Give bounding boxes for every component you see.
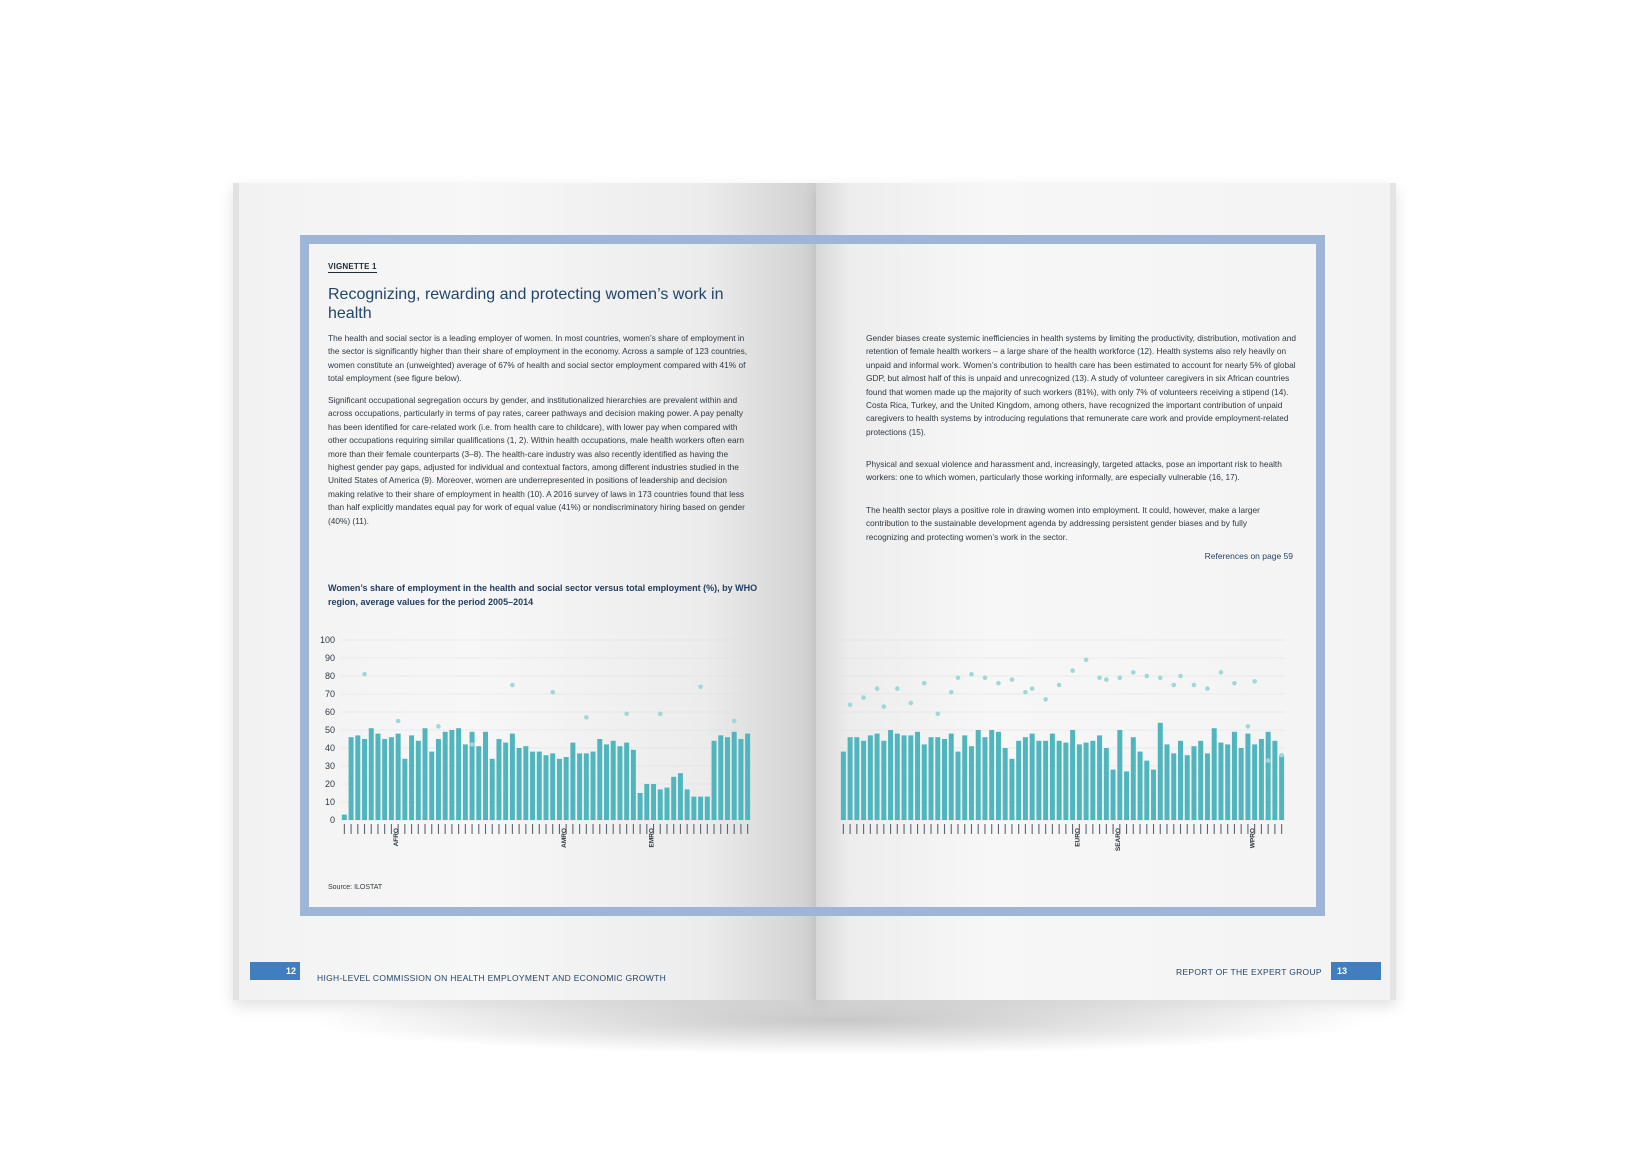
right-bar: [1043, 741, 1048, 820]
right-bar: [929, 737, 934, 820]
right-dot: [1158, 676, 1163, 681]
right-page-number: 13: [1331, 962, 1381, 980]
left-bar: [550, 753, 555, 820]
right-bar: [841, 752, 846, 820]
left-bar: [591, 752, 596, 820]
left-bar: [382, 739, 387, 820]
right-bar: [962, 735, 967, 820]
left-bar: [537, 752, 542, 820]
right-dot: [1219, 670, 1224, 675]
left-bar: [718, 735, 723, 820]
left-bar: [738, 739, 743, 820]
left-bar: [517, 748, 522, 820]
left-bar: [597, 739, 602, 820]
vignette-title: Recognizing, rewarding and protecting women’s work in health: [328, 286, 724, 322]
right-bar: [908, 735, 913, 820]
right-footer-title: REPORT OF THE EXPERT GROUP: [1176, 967, 1322, 977]
right-dot: [1144, 674, 1149, 679]
right-dot: [969, 672, 974, 677]
right-dot: [848, 703, 853, 708]
left-bar: [389, 737, 394, 820]
right-dot: [1104, 677, 1109, 682]
right-dot: [1252, 679, 1257, 684]
left-bar: [638, 793, 643, 820]
left-bar: [349, 737, 354, 820]
right-bar: [1084, 743, 1089, 820]
left-page-number: 12: [250, 962, 300, 980]
left-bar: [698, 797, 703, 820]
right-bar: [848, 737, 853, 820]
left-bar: [342, 815, 347, 820]
right-dot: [1097, 676, 1102, 681]
right-bar: [1239, 748, 1244, 820]
left-bar: [456, 728, 461, 820]
left-bar: [402, 759, 407, 820]
right-dot: [956, 676, 961, 681]
left-dot: [510, 683, 515, 688]
left-bar: [443, 732, 448, 820]
y-tick-label: 10: [324, 797, 335, 807]
left-dot: [624, 712, 629, 717]
left-dot: [732, 719, 737, 724]
right-bar: [1165, 744, 1170, 820]
left-bar: [691, 797, 696, 820]
right-dot: [908, 701, 913, 706]
right-bar: [1050, 734, 1055, 820]
right-bar: [1097, 735, 1102, 820]
left-bar: [423, 728, 428, 820]
left-bar: [476, 746, 481, 820]
left-bar: [678, 773, 683, 820]
right-bar: [888, 730, 893, 820]
left-bar: [658, 789, 663, 820]
right-bar: [1266, 732, 1271, 820]
right-bar: [861, 741, 866, 820]
references-note: References on page 59: [1204, 551, 1293, 561]
right-bar: [1178, 741, 1183, 820]
right-dot: [1171, 683, 1176, 688]
right-bar: [1036, 741, 1041, 820]
left-bar: [705, 797, 710, 820]
chart-right-panel: [838, 630, 1313, 870]
left-dot: [584, 715, 589, 720]
right-bar: [1212, 728, 1217, 820]
right-bar: [1245, 734, 1250, 820]
right-bar: [982, 737, 987, 820]
left-bar: [510, 734, 515, 820]
right-bar: [1023, 737, 1028, 820]
left-dot: [396, 719, 401, 724]
right-bar: [955, 752, 960, 820]
right-bar: [1151, 770, 1156, 820]
y-tick-label: 20: [324, 779, 335, 789]
y-tick-label: 40: [324, 743, 335, 753]
left-bar: [557, 759, 562, 820]
left-bar: [530, 752, 535, 820]
right-dot: [1010, 677, 1015, 682]
right-dot: [1232, 681, 1237, 686]
y-tick-label: 70: [324, 689, 335, 699]
right-bar: [1030, 734, 1035, 820]
region-label: EMRO: [648, 828, 656, 848]
right-bar: [1063, 743, 1068, 820]
right-dot: [1131, 670, 1136, 675]
figure-source: Source: ILOSTAT: [328, 884, 383, 891]
left-bar: [416, 741, 421, 820]
left-dot: [362, 672, 367, 677]
right-bar: [942, 739, 947, 820]
right-dot: [1070, 668, 1075, 673]
left-paragraph-2: Significant occupational segregation occurs by gender, and institutionalized hierarchies are prevalent within and across occupations, particularly in terms of pay rates, career pathways and decision making power. A pay penalty has been identified for care-related work (i.e. from health care to childcare), with lower pay when compared with other occupations requiring similar qualifications (1, 2). Within health occupations, male health workers often earn more than their female counterparts (3–8). The health-care industry was also recently identified as having the highest gender pay gaps, adjusted for individual and contextual factors, among different industries studied in the United States of America (9). Moreover, women are underrepresented in positions of leadership and decision making relative to their share of employment in health (10). A 2016 survey of laws in 173 countries found that less than half explicitly mandates equal pay for work of equal value (41%) or nondiscriminatory hiring based on gender (40%) (11).: [328, 395, 745, 526]
left-bar: [745, 734, 750, 820]
left-bar: [396, 734, 401, 820]
y-tick-label: 50: [324, 725, 335, 735]
right-bar: [1124, 771, 1129, 820]
left-bar: [644, 784, 649, 820]
left-dot: [436, 724, 441, 729]
right-bar: [1070, 730, 1075, 820]
left-dot: [698, 685, 703, 690]
right-bar: [1225, 744, 1230, 820]
right-bar: [1111, 770, 1116, 820]
left-bar: [544, 755, 549, 820]
region-label: AMRO: [561, 828, 569, 848]
right-bar: [1191, 746, 1196, 820]
left-paragraph-1: The health and social sector is a leading employer of women. In most countries, women’s share of employment in the sector is significantly higher than their share of employment in the economy. Across a sample of 123 countries, women constitute an (unweighted) average of 67% of health and social sector employment compared with 41% of total employment (see figure below).: [328, 333, 748, 384]
right-bar: [935, 737, 940, 820]
right-bar: [1218, 743, 1223, 820]
region-label: SEARO: [1114, 828, 1122, 852]
left-bar: [725, 737, 730, 820]
left-bar: [483, 732, 488, 820]
right-bar: [1272, 741, 1277, 820]
right-bar: [1198, 741, 1203, 820]
left-bar: [369, 728, 374, 820]
right-dot: [1205, 686, 1210, 691]
right-bar: [1144, 761, 1149, 820]
left-bar: [671, 777, 676, 820]
left-bar: [732, 732, 737, 820]
right-bar: [969, 746, 974, 820]
right-bar: [949, 734, 954, 820]
right-dot: [1279, 753, 1284, 758]
left-bar: [664, 788, 669, 820]
left-bar: [617, 746, 622, 820]
right-dot: [935, 712, 940, 717]
right-bar: [1259, 739, 1264, 820]
right-dot: [861, 695, 866, 700]
right-dot: [922, 681, 927, 686]
left-bar: [564, 757, 569, 820]
right-bar: [1185, 755, 1190, 820]
right-bar: [1003, 748, 1008, 820]
right-dot: [882, 704, 887, 709]
left-dot: [470, 742, 475, 747]
right-dot: [1057, 683, 1062, 688]
left-bar: [577, 753, 582, 820]
right-dot: [1084, 658, 1089, 663]
region-label: EURO: [1074, 828, 1082, 847]
right-bar: [1057, 741, 1062, 820]
right-dot: [983, 676, 988, 681]
right-bar: [875, 734, 880, 820]
right-bar: [1158, 723, 1163, 820]
right-bar: [895, 734, 900, 820]
left-bar: [449, 730, 454, 820]
right-bar: [1205, 753, 1210, 820]
right-bar: [1104, 748, 1109, 820]
y-tick-label: 90: [324, 653, 335, 663]
right-dot: [875, 686, 880, 691]
y-tick-label: 60: [324, 707, 335, 717]
right-bar: [1252, 744, 1257, 820]
left-bar: [490, 759, 495, 820]
left-bar: [436, 739, 441, 820]
region-label: AFRO: [393, 828, 401, 847]
left-bar: [624, 743, 629, 820]
left-bar: [362, 739, 367, 820]
right-bar: [854, 737, 859, 820]
right-dot: [949, 690, 954, 695]
right-bar: [976, 730, 981, 820]
chart-left-panel: [319, 630, 795, 870]
left-dot: [550, 690, 555, 695]
y-tick-label: 100: [319, 635, 335, 645]
right-dot: [1192, 683, 1197, 688]
right-bar: [989, 730, 994, 820]
right-dot: [996, 681, 1001, 686]
right-bar: [1117, 730, 1122, 820]
figure-title: Women’s share of employment in the health and social sector versus total employment (%), by WHO region, average values for the period 2005–2014: [328, 583, 758, 607]
left-bar: [631, 750, 636, 820]
right-dot: [1023, 690, 1028, 695]
left-bar: [570, 743, 575, 820]
right-bar: [1279, 755, 1284, 820]
left-bar: [712, 741, 717, 820]
left-bar: [685, 789, 690, 820]
left-footer-title: HIGH-LEVEL COMMISSION ON HEALTH EMPLOYMENT AND ECONOMIC GROWTH: [317, 973, 667, 983]
left-dot: [658, 712, 663, 717]
left-bar: [429, 752, 434, 820]
right-bar: [1090, 741, 1095, 820]
right-bar: [1138, 752, 1143, 820]
left-bar: [463, 744, 468, 820]
left-bar: [409, 735, 414, 820]
right-dot: [1266, 758, 1271, 763]
left-bar: [584, 753, 589, 820]
right-bar: [1077, 744, 1082, 820]
left-bar: [496, 739, 501, 820]
right-paragraph-3: The health sector plays a positive role in drawing women into employment. It could, however, make a larger contribution to the sustainable development agenda by addressing persistent gender biases and by fully recognizing and protecting women’s work in the sector.: [866, 505, 1260, 542]
right-bar: [1232, 732, 1237, 820]
right-bar: [881, 741, 886, 820]
right-bar: [1009, 759, 1014, 820]
right-bar: [922, 744, 927, 820]
region-label: WPRO: [1249, 828, 1257, 849]
y-tick-label: 80: [324, 671, 335, 681]
left-bar: [503, 743, 508, 820]
right-bar: [1131, 737, 1136, 820]
vignette-label: VIGNETTE 1: [328, 262, 377, 271]
right-bar: [996, 732, 1001, 820]
left-bar: [611, 741, 616, 820]
right-bar: [915, 732, 920, 820]
right-dot: [1178, 674, 1183, 679]
left-bar: [604, 744, 609, 820]
right-dot: [895, 686, 900, 691]
right-bar: [1171, 753, 1176, 820]
y-tick-label: 0: [329, 815, 335, 825]
left-bar: [355, 735, 360, 820]
left-bar: [651, 784, 656, 820]
right-dot: [1043, 697, 1048, 702]
y-tick-label: 30: [324, 761, 335, 771]
right-dot: [1246, 724, 1251, 729]
right-dot: [1030, 686, 1035, 691]
left-bar: [523, 746, 528, 820]
right-bar: [868, 735, 873, 820]
right-bar: [902, 735, 907, 820]
left-bar: [375, 734, 380, 820]
right-paragraph-1: Gender biases create systemic inefficiencies in health systems by limiting the productivity, distribution, motivation and retention of female health workers – a large share of the health workforce (12). Health systems also rely heavily on unpaid and informal work. Women’s contribution to health care has been estimated to account for nearly 5% of global GDP, but almost half of this is unpaid and unrecognized (13). A study of volunteer caregivers in six African countries found that women made up the majority of such workers (81%), with only 7% of volunteers receiving a stipend (14). Costa Rica, Turkey, and the United Kingdom, among others, have recognized the important contribution of unpaid caregivers to health systems by introducing regulations that remunerate care work and provide employment-related protections (15).: [866, 333, 1296, 437]
right-bar: [1016, 741, 1021, 820]
right-dot: [1118, 676, 1123, 681]
right-paragraph-2: Physical and sexual violence and harassment and, increasingly, targeted attacks, pose an important risk to health workers: one to which women, particularly those working informally, are especially vulnerable (16, 17).: [866, 459, 1282, 483]
